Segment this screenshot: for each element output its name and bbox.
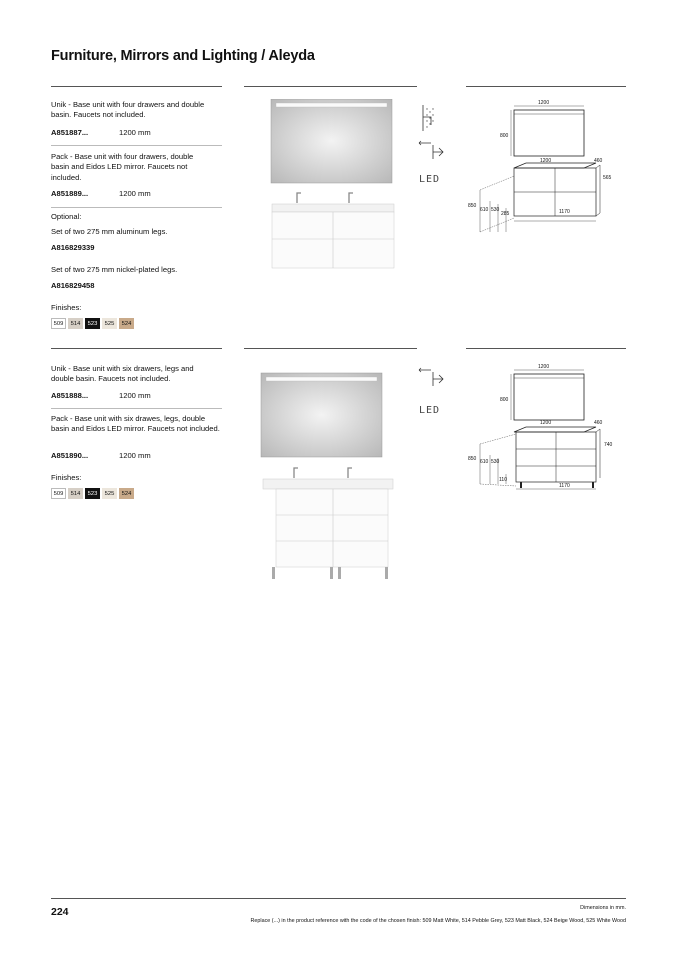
s2-product1-size: 1200 mm (119, 391, 151, 400)
section2-rule-mid (244, 348, 417, 349)
vanity-four-drawers-image (258, 99, 408, 274)
basin-top (263, 479, 393, 489)
led-strip (276, 103, 387, 107)
s2-product2-size: 1200 mm (119, 451, 151, 460)
dim-height-530: 530 (491, 207, 500, 213)
dim-mirror-width: 1200 (538, 100, 550, 106)
dim-top-width: 1200 (540, 420, 552, 426)
s2-product2-desc: Pack - Base unit with six drawes, legs, double basin and Eidos LED mirror. Faucets not included. (51, 414, 220, 434)
page-number: 224 (51, 906, 69, 918)
dimensions-note: Dimensions in mm. (580, 905, 626, 911)
finishes-label: Finishes: (51, 473, 82, 482)
divider (51, 145, 222, 146)
swatch-509: 509 (51, 488, 66, 499)
s1-product2-desc: Pack - Base unit with four drawers, double basin and Eidos LED mirror. Faucets not included. (51, 152, 194, 182)
swatch-525: 525 (102, 318, 117, 329)
technical-drawing-2 (466, 360, 626, 495)
mirror-outline (514, 374, 584, 420)
dim-depth: 460 (594, 420, 603, 426)
drawer-pull-icon (417, 367, 447, 389)
mirror (261, 373, 382, 457)
led-icon: LED (419, 174, 441, 185)
section1-rule-right (466, 86, 626, 87)
dim-unit-height: 565 (603, 175, 612, 181)
dim-top-width: 1200 (540, 158, 552, 164)
dim-unit-height: 740 (604, 442, 613, 448)
s1-product1-desc: Unik - Base unit with four drawers and double basin. Faucets not included. (51, 100, 205, 120)
section2-rule-right (466, 348, 626, 349)
dim-bottom-width: 1170 (559, 209, 570, 215)
swatch-523: 523 (85, 488, 100, 499)
s1-product2-size: 1200 mm (119, 189, 151, 198)
page-title: Furniture, Mirrors and Lighting / Aleyda (51, 48, 315, 64)
basin-top (272, 204, 394, 212)
divider (51, 207, 222, 208)
swatch-524: 524 (119, 488, 134, 499)
led-strip (266, 377, 377, 381)
dim-height-110: 110 (499, 477, 507, 483)
finishes-label: Finishes: (51, 303, 82, 312)
swatch-524: 524 (119, 318, 134, 329)
s1-product2-ref: A851889... (51, 189, 89, 198)
dim-bottom-width: 1170 (559, 483, 570, 489)
vanity-six-drawers-image (258, 365, 408, 585)
dim-mirror-height: 800 (500, 133, 509, 139)
dim-height-530: 530 (491, 459, 500, 465)
s2-product2-ref: A851890... (51, 451, 89, 460)
swatch-514: 514 (68, 488, 83, 499)
finish-swatches (51, 488, 134, 499)
s2-product1-desc: Unik - Base unit with six drawers, legs and double basin. Faucets not included. (51, 364, 194, 384)
wall-mount-icon (417, 103, 447, 133)
dim-depth: 460 (594, 158, 603, 164)
dim-height-285: 285 (501, 211, 510, 217)
section1-rule-mid (244, 86, 417, 87)
swatch-509: 509 (51, 318, 66, 329)
swatch-525: 525 (102, 488, 117, 499)
mirror-outline (514, 110, 584, 156)
dim-height-610: 610 (480, 459, 489, 465)
replace-note: Replace (...) in the product reference with the code of the chosen finish: 509 Matt White, 514 Pebble Grey, 523 Matt Black, 524 Beige Wood, 525 White Wood (250, 918, 626, 924)
dim-total-height: 850 (468, 203, 477, 209)
divider (51, 408, 222, 409)
option2-desc: Set of two 275 mm nickel-plated legs. (51, 265, 178, 274)
dim-mirror-width: 1200 (538, 364, 550, 370)
dim-total-height: 850 (468, 456, 477, 462)
section1-rule-left (51, 86, 222, 87)
technical-drawing-1 (466, 96, 626, 241)
mirror (271, 99, 392, 183)
cabinet (276, 489, 388, 567)
s1-product1-ref: A851887... (51, 128, 89, 137)
swatch-523: 523 (85, 318, 100, 329)
drawer-pull-icon (417, 140, 447, 162)
dim-mirror-height: 800 (500, 397, 509, 403)
optional-label: Optional: (51, 212, 82, 221)
option1-desc: Set of two 275 mm aluminum legs. (51, 227, 168, 236)
option1-ref: A816829339 (51, 243, 95, 252)
option2-ref: A816829458 (51, 281, 95, 290)
footer-rule (51, 898, 626, 899)
led-icon: LED (419, 405, 441, 416)
finish-swatches (51, 318, 134, 329)
section2-rule-left (51, 348, 222, 349)
s2-product1-ref: A851888... (51, 391, 89, 400)
dim-height-610: 610 (480, 207, 489, 213)
s1-product1-size: 1200 mm (119, 128, 151, 137)
swatch-514: 514 (68, 318, 83, 329)
